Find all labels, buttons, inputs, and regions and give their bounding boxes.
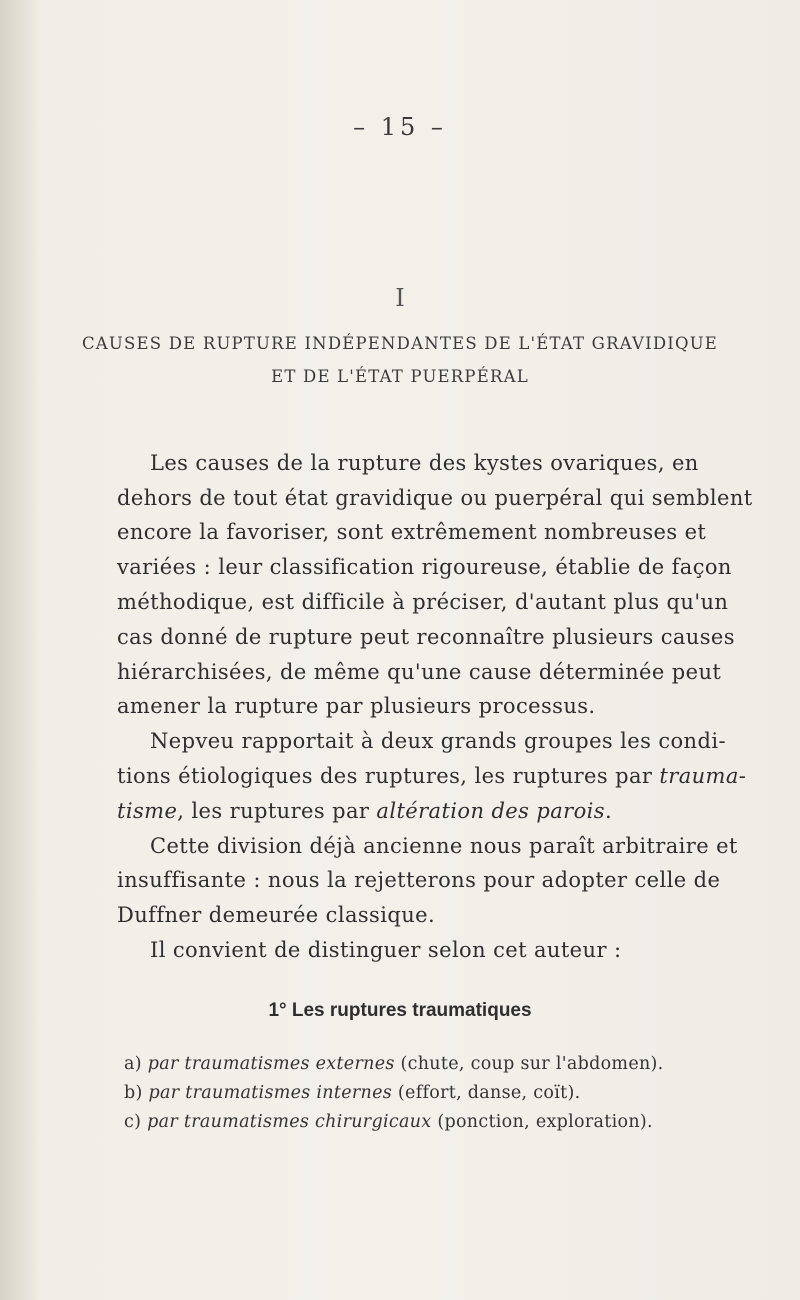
list-item-italic: par traumatismes chirurgicaux: [147, 1112, 432, 1132]
body-line-3: encore la favoriser, sont extrêmement nombreuses et: [117, 520, 707, 544]
body-text-italic: tisme: [117, 799, 178, 823]
list-item-detail: (chute, coup sur l'abdomen).: [394, 1054, 664, 1074]
body-line-9: Nepveu rapportait à deux grands groupes les condi-: [150, 729, 726, 753]
body-text: , les ruptures par: [177, 799, 377, 823]
body-line-2: dehors de tout état gravidique ou puerpéral qui semblent: [117, 486, 753, 510]
body-line-5: méthodique, est difficile à préciser, d'autant plus qu'un: [117, 590, 729, 614]
body-line-14: Duffner demeurée classique.: [117, 903, 436, 927]
section-heading-line-1: CAUSES DE RUPTURE INDÉPENDANTES DE L'ÉTAT GRAVIDIQUE: [81, 334, 719, 353]
body-line-6: cas donné de rupture peut reconnaître plusieurs causes: [117, 625, 735, 649]
list-marker: b): [124, 1083, 143, 1103]
body-line-12: Cette division déjà ancienne nous paraît arbitraire et: [150, 834, 738, 858]
list-marker: c): [124, 1112, 142, 1132]
list-item-italic: par traumatismes internes: [148, 1083, 393, 1103]
section-numeral: I: [395, 284, 405, 312]
list-item: [124, 1083, 580, 1103]
body-text: tions étiologiques des ruptures, les ruptures par: [117, 764, 660, 788]
body-line-15: Il convient de distinguer selon cet auteur :: [150, 938, 622, 962]
body-line-4: variées : leur classification rigoureuse, établie de façon: [117, 555, 732, 579]
list-item: [124, 1112, 653, 1132]
body-text: .: [604, 799, 613, 823]
section-heading-line-2: ET DE L'ÉTAT PUERPÉRAL: [271, 367, 529, 386]
body-line-11: [117, 797, 687, 825]
page-binding-edge: [0, 0, 40, 1300]
list-item: [124, 1054, 664, 1074]
list-item-detail: (ponction, exploration).: [431, 1112, 653, 1132]
subsection-heading: 1° Les ruptures traumatiques: [268, 1000, 532, 1021]
body-text-italic: altération des parois: [376, 799, 605, 823]
list-marker: a): [124, 1054, 142, 1074]
body-line-1: Les causes de la rupture des kystes ovariques, en: [150, 451, 699, 475]
page-number: – 15 –: [353, 113, 447, 141]
list-item-detail: (effort, danse, coït).: [392, 1083, 581, 1103]
body-line-10: [117, 762, 747, 790]
body-line-13: insuffisante : nous la rejetterons pour adopter celle de: [117, 868, 721, 892]
body-text-italic: trauma-: [659, 764, 747, 788]
body-line-8: amener la rupture par plusieurs processus.: [117, 694, 596, 718]
list-item-italic: par traumatismes externes: [147, 1054, 395, 1074]
body-line-7: hiérarchisées, de même qu'une cause déterminée peut: [117, 660, 722, 684]
